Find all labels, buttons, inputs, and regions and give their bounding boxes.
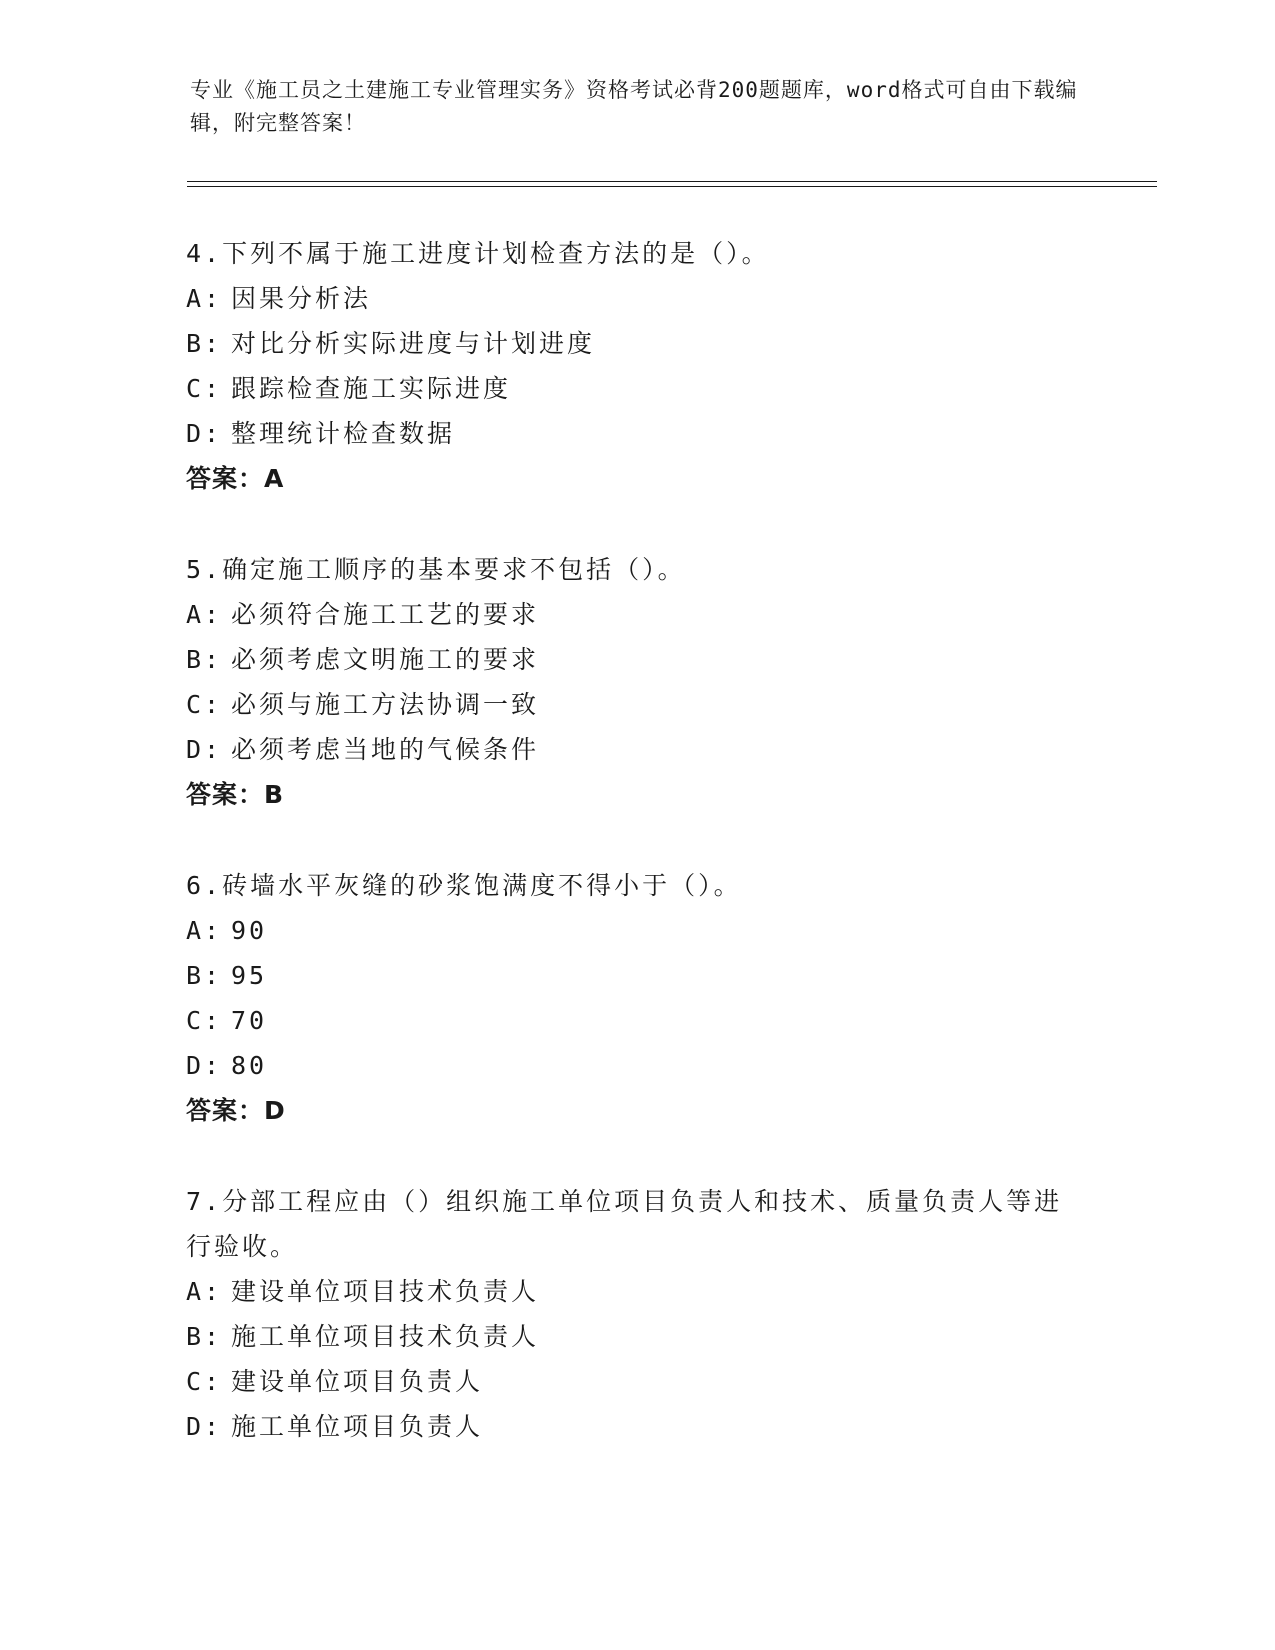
- option-text: 建设单位项目负责人: [231, 1367, 484, 1396]
- option-letter: C:: [186, 1367, 223, 1396]
- question-block: [186, 231, 1086, 501]
- option-letter: B:: [186, 961, 223, 990]
- option-text: 必须符合施工工艺的要求: [231, 600, 540, 629]
- option-letter: A:: [186, 600, 223, 629]
- option-letter: C:: [186, 1006, 223, 1035]
- option-text: 建设单位项目技术负责人: [231, 1277, 540, 1306]
- option-letter: B:: [186, 645, 223, 674]
- option-text: 80: [231, 1051, 268, 1080]
- option-letter: A:: [186, 1277, 223, 1306]
- option-letter: C:: [186, 690, 223, 719]
- option-letter: A:: [186, 916, 223, 945]
- option-letter: C:: [186, 374, 223, 403]
- option-text: 必须与施工方法协调一致: [231, 690, 540, 719]
- answer-line: 答案：D: [186, 1096, 286, 1125]
- option-a: [186, 908, 1086, 953]
- question-block: [186, 1179, 1066, 1449]
- option-d: [186, 411, 1086, 456]
- option-c: [186, 682, 1086, 727]
- answer-line: 答案：A: [186, 464, 285, 493]
- option-text: 跟踪检查施工实际进度: [231, 374, 512, 403]
- option-text: 必须考虑当地的气候条件: [231, 735, 540, 764]
- option-text: 施工单位项目负责人: [231, 1412, 484, 1441]
- option-b: [186, 953, 1086, 998]
- question-stem: 4.下列不属于施工进度计划检查方法的是（）。: [186, 239, 770, 268]
- question-stem: 6.砖墙水平灰缝的砂浆饱满度不得小于（）。: [186, 871, 742, 900]
- option-c: [186, 1359, 1066, 1404]
- option-text: 70: [231, 1006, 268, 1035]
- header-rule-bottom: [187, 186, 1157, 187]
- option-text: 整理统计检查数据: [231, 419, 456, 448]
- option-b: [186, 637, 1086, 682]
- option-letter: A:: [186, 284, 223, 313]
- option-b: [186, 321, 1086, 366]
- option-c: [186, 366, 1086, 411]
- option-text: 必须考虑文明施工的要求: [231, 645, 540, 674]
- question-block: [186, 863, 1086, 1133]
- option-a: [186, 1269, 1066, 1314]
- option-letter: B:: [186, 329, 223, 358]
- answer-line: 答案：B: [186, 780, 285, 809]
- option-d: [186, 1404, 1066, 1449]
- option-d: [186, 727, 1086, 772]
- document-header: 专业《施工员之土建施工专业管理实务》资格考试必背200题题库，word格式可自由下载编辑，附完整答案！: [190, 78, 1078, 135]
- header-rule-top: [187, 181, 1157, 182]
- question-stem: 5.确定施工顺序的基本要求不包括（）。: [186, 555, 686, 584]
- option-letter: D:: [186, 1051, 223, 1080]
- option-c: [186, 998, 1086, 1043]
- option-letter: D:: [186, 419, 223, 448]
- option-letter: B:: [186, 1322, 223, 1351]
- option-text: 90: [231, 916, 268, 945]
- option-text: 95: [231, 961, 268, 990]
- option-letter: D:: [186, 1412, 223, 1441]
- option-text: 对比分析实际进度与计划进度: [231, 329, 596, 358]
- option-text: 因果分析法: [231, 284, 372, 313]
- option-a: [186, 276, 1086, 321]
- question-stem: 7.分部工程应由（）组织施工单位项目负责人和技术、质量负责人等进行验收。: [186, 1187, 1063, 1261]
- question-block: [186, 547, 1086, 817]
- option-text: 施工单位项目技术负责人: [231, 1322, 540, 1351]
- option-b: [186, 1314, 1066, 1359]
- option-d: [186, 1043, 1086, 1088]
- option-a: [186, 592, 1086, 637]
- option-letter: D:: [186, 735, 223, 764]
